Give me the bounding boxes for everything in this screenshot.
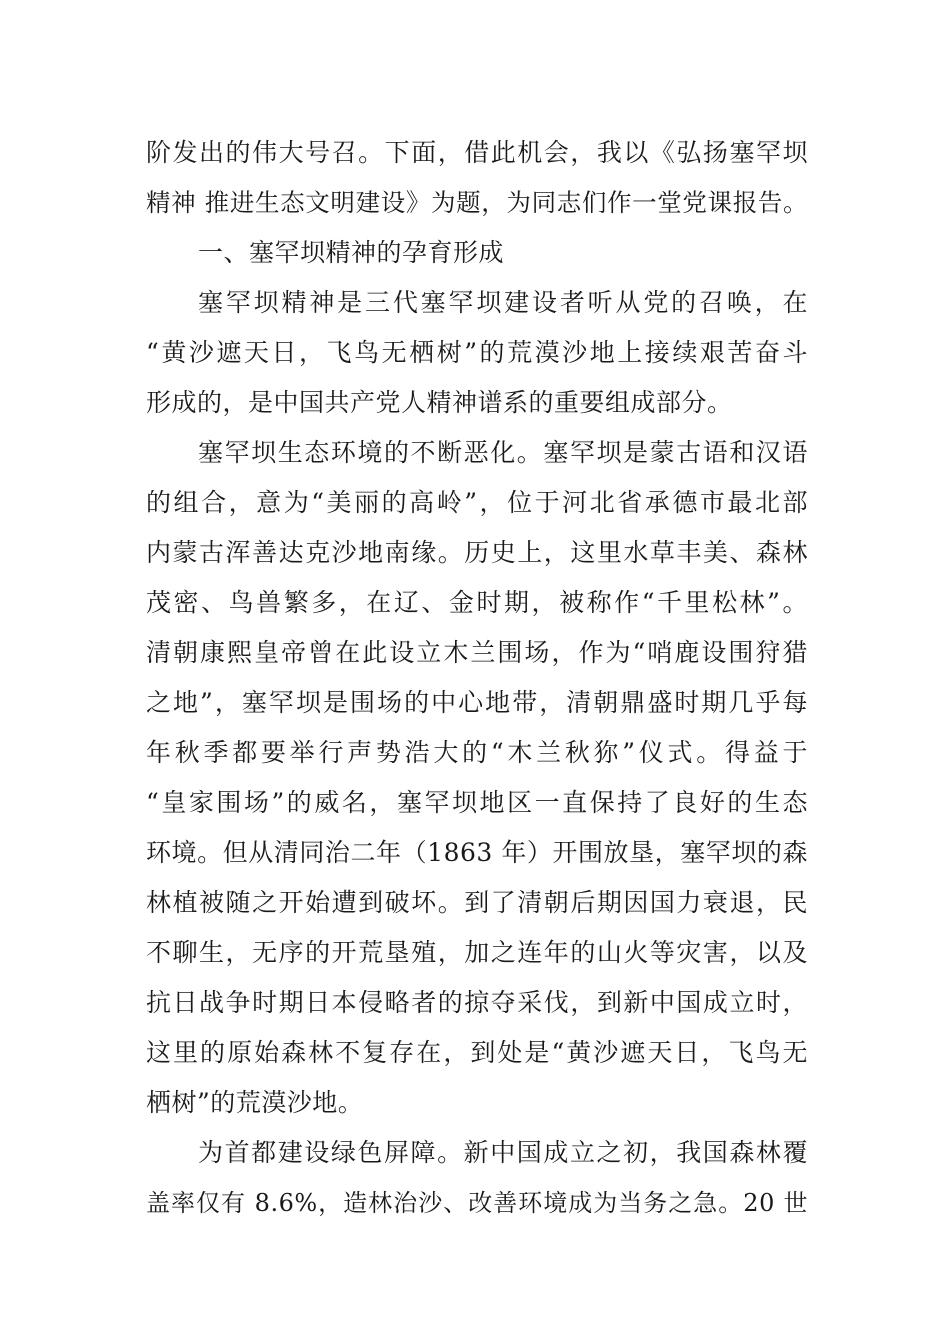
text-line: 年秋季都要举行声势浩大的“木兰秋狝”仪式。得益于 [146,738,808,767]
text-line: 精神 推进生态文明建设》为题，为同志们作一堂党课报告。 [146,188,808,217]
text-line: 之地”，塞罕坝是围场的中心地带，清朝鼎盛时期几乎每 [146,688,808,717]
text-line: 盖率仅有 8.6%，造林治沙、改善环境成为当务之急。20 世 [146,1189,808,1217]
text-line: 内蒙古浑善达克沙地南缘。历史上，这里水草丰美、森林 [146,538,808,567]
text-line: 形成的，是中国共产党人精神谱系的重要组成部分。 [146,388,733,417]
text-line: 林植被随之开始遭到破坏。到了清朝后期因国力衰退，民 [146,888,808,917]
section-heading: 一、塞罕坝精神的孕育形成 [198,238,505,267]
body-text [146,128,808,1228]
text-line: 环境。但从清同治二年（1863 年）开围放垦，塞罕坝的森 [146,838,808,867]
text-line: “皇家围场”的威名，塞罕坝地区一直保持了良好的生态 [146,788,808,817]
text-line: 不聊生，无序的开荒垦殖，加之连年的山火等灾害，以及 [146,938,808,967]
text-line: 塞罕坝精神是三代塞罕坝建设者听从党的召唤，在 [198,288,808,317]
text-line: 的组合，意为“美丽的高岭”，位于河北省承德市最北部 [146,488,808,517]
text-line: 茂密、鸟兽繁多，在辽、金时期，被称作“千里松林”。 [146,588,808,617]
text-line: 为首都建设绿色屏障。新中国成立之初，我国森林覆 [198,1138,808,1167]
text-line: “黄沙遮天日，飞鸟无栖树”的荒漠沙地上接续艰苦奋斗 [146,338,808,367]
text-line: 抗日战争时期日本侵略者的掠夺采伐，到新中国成立时， [146,988,808,1017]
text-line: 阶发出的伟大号召。下面，借此机会，我以《弘扬塞罕坝 [146,138,808,167]
text-line: 清朝康熙皇帝曾在此设立木兰围场，作为“哨鹿设围狩猎 [146,638,808,667]
text-line: 这里的原始森林不复存在，到处是“黄沙遮天日，飞鸟无 [146,1038,808,1067]
text-line: 塞罕坝生态环境的不断恶化。塞罕坝是蒙古语和汉语 [198,438,808,467]
text-line: 栖树”的荒漠沙地。 [146,1088,364,1117]
